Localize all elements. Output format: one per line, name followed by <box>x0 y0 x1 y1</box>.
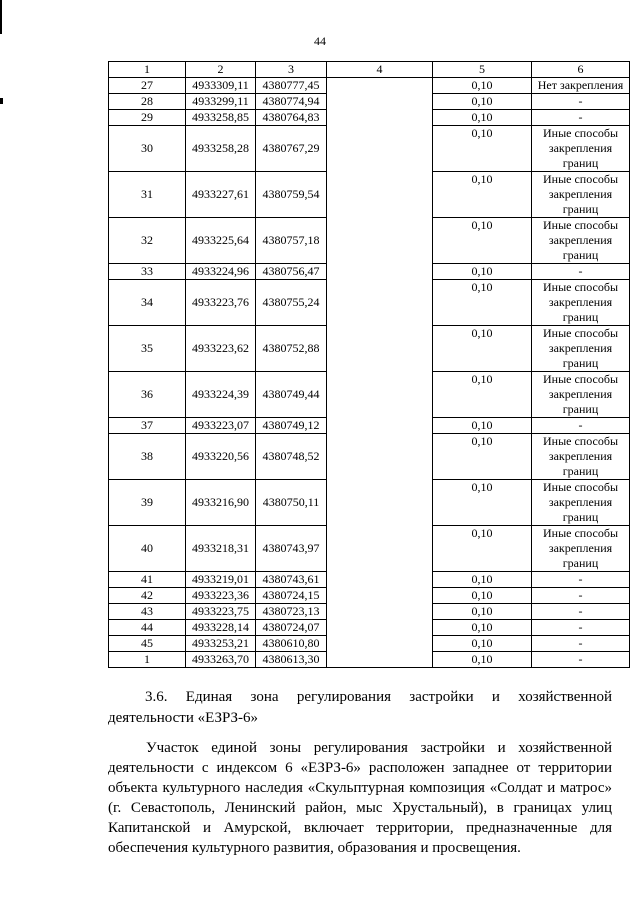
x-coordinate-cell: 4933224,39 <box>186 372 256 418</box>
accuracy-cell: 0,10 <box>433 264 532 280</box>
fixing-method-cell: - <box>532 418 630 434</box>
fixing-method-cell: - <box>532 620 630 636</box>
scan-edge-mark <box>0 98 3 104</box>
x-coordinate-cell: 4933228,14 <box>186 620 256 636</box>
accuracy-cell: 0,10 <box>433 434 532 480</box>
y-coordinate-cell: 4380749,12 <box>256 418 327 434</box>
y-coordinate-cell: 4380750,11 <box>256 480 327 526</box>
point-number-cell: 27 <box>109 78 186 94</box>
y-coordinate-cell: 4380613,30 <box>256 652 327 668</box>
accuracy-cell: 0,10 <box>433 652 532 668</box>
y-coordinate-cell: 4380774,94 <box>256 94 327 110</box>
accuracy-cell: 0,10 <box>433 280 532 326</box>
fixing-method-cell: - <box>532 652 630 668</box>
x-coordinate-cell: 4933218,31 <box>186 526 256 572</box>
accuracy-cell: 0,10 <box>433 572 532 588</box>
point-number-cell: 37 <box>109 418 186 434</box>
table-row <box>109 78 630 94</box>
point-number-cell: 45 <box>109 636 186 652</box>
point-number-cell: 33 <box>109 264 186 280</box>
accuracy-cell: 0,10 <box>433 604 532 620</box>
point-number-cell: 41 <box>109 572 186 588</box>
y-coordinate-cell: 4380755,24 <box>256 280 327 326</box>
fixing-method-cell: Иные способы закрепления границ <box>532 218 630 264</box>
accuracy-cell: 0,10 <box>433 620 532 636</box>
y-coordinate-cell: 4380724,07 <box>256 620 327 636</box>
y-coordinate-cell: 4380759,54 <box>256 172 327 218</box>
x-coordinate-cell: 4933299,11 <box>186 94 256 110</box>
accuracy-cell: 0,10 <box>433 94 532 110</box>
accuracy-cell: 0,10 <box>433 110 532 126</box>
column-header: 1 <box>109 62 186 78</box>
column-header: 5 <box>433 62 532 78</box>
fixing-method-cell: Иные способы закрепления границ <box>532 172 630 218</box>
x-coordinate-cell: 4933263,70 <box>186 652 256 668</box>
x-coordinate-cell: 4933216,90 <box>186 480 256 526</box>
x-coordinate-cell: 4933223,62 <box>186 326 256 372</box>
y-coordinate-cell: 4380743,97 <box>256 526 327 572</box>
y-coordinate-cell: 4380743,61 <box>256 572 327 588</box>
accuracy-cell: 0,10 <box>433 326 532 372</box>
accuracy-cell: 0,10 <box>433 418 532 434</box>
column-header: 2 <box>186 62 256 78</box>
fixing-method-cell: - <box>532 588 630 604</box>
x-coordinate-cell: 4933309,11 <box>186 78 256 94</box>
x-coordinate-cell: 4933223,07 <box>186 418 256 434</box>
section-heading <box>108 687 612 729</box>
empty-column-cell <box>327 78 433 668</box>
fixing-method-cell: Иные способы закрепления границ <box>532 434 630 480</box>
fixing-method-cell: Иные способы закрепления границ <box>532 480 630 526</box>
point-number-cell: 42 <box>109 588 186 604</box>
y-coordinate-cell: 4380764,83 <box>256 110 327 126</box>
y-coordinate-cell: 4380724,15 <box>256 588 327 604</box>
x-coordinate-cell: 4933223,76 <box>186 280 256 326</box>
fixing-method-cell: Иные способы закрепления границ <box>532 526 630 572</box>
fixing-method-cell: - <box>532 94 630 110</box>
fixing-method-cell: - <box>532 110 630 126</box>
accuracy-cell: 0,10 <box>433 78 532 94</box>
point-number-cell: 31 <box>109 172 186 218</box>
point-number-cell: 43 <box>109 604 186 620</box>
point-number-cell: 40 <box>109 526 186 572</box>
page-number: 44 <box>314 34 326 48</box>
x-coordinate-cell: 4933225,64 <box>186 218 256 264</box>
point-number-cell: 34 <box>109 280 186 326</box>
fixing-method-cell: Иные способы закрепления границ <box>532 280 630 326</box>
y-coordinate-cell: 4380748,52 <box>256 434 327 480</box>
fixing-method-cell: Иные способы закрепления границ <box>532 126 630 172</box>
x-coordinate-cell: 4933258,28 <box>186 126 256 172</box>
point-number-cell: 30 <box>109 126 186 172</box>
x-coordinate-cell: 4933224,96 <box>186 264 256 280</box>
fixing-method-cell: Нет закрепления <box>532 78 630 94</box>
point-number-cell: 32 <box>109 218 186 264</box>
scan-edge-mark <box>0 0 2 34</box>
point-number-cell: 29 <box>109 110 186 126</box>
fixing-method-cell: - <box>532 264 630 280</box>
y-coordinate-cell: 4380749,44 <box>256 372 327 418</box>
accuracy-cell: 0,10 <box>433 126 532 172</box>
column-header: 6 <box>532 62 630 78</box>
accuracy-cell: 0,10 <box>433 172 532 218</box>
point-number-cell: 39 <box>109 480 186 526</box>
x-coordinate-cell: 4933227,61 <box>186 172 256 218</box>
point-number-cell: 44 <box>109 620 186 636</box>
fixing-method-cell: Иные способы закрепления границ <box>532 326 630 372</box>
x-coordinate-cell: 4933220,56 <box>186 434 256 480</box>
y-coordinate-cell: 4380757,18 <box>256 218 327 264</box>
x-coordinate-cell: 4933223,75 <box>186 604 256 620</box>
fixing-method-cell: - <box>532 636 630 652</box>
x-coordinate-cell: 4933258,85 <box>186 110 256 126</box>
accuracy-cell: 0,10 <box>433 218 532 264</box>
table-header-row <box>109 62 630 78</box>
y-coordinate-cell: 4380756,47 <box>256 264 327 280</box>
table-body <box>109 78 630 668</box>
column-header: 3 <box>256 62 327 78</box>
x-coordinate-cell: 4933253,21 <box>186 636 256 652</box>
y-coordinate-cell: 4380752,88 <box>256 326 327 372</box>
x-coordinate-cell: 4933219,01 <box>186 572 256 588</box>
y-coordinate-cell: 4380767,29 <box>256 126 327 172</box>
accuracy-cell: 0,10 <box>433 526 532 572</box>
accuracy-cell: 0,10 <box>433 636 532 652</box>
point-number-cell: 1 <box>109 652 186 668</box>
section-paragraph <box>108 738 612 858</box>
fixing-method-cell: - <box>532 572 630 588</box>
x-coordinate-cell: 4933223,36 <box>186 588 256 604</box>
fixing-method-cell: Иные способы закрепления границ <box>532 372 630 418</box>
accuracy-cell: 0,10 <box>433 588 532 604</box>
accuracy-cell: 0,10 <box>433 372 532 418</box>
accuracy-cell: 0,10 <box>433 480 532 526</box>
point-number-cell: 35 <box>109 326 186 372</box>
point-number-cell: 38 <box>109 434 186 480</box>
fixing-method-cell: - <box>532 604 630 620</box>
coordinates-table <box>108 61 630 668</box>
section-heading-line2: деятельности «ЕЗРЗ-6» <box>108 710 259 726</box>
paragraph-text: Участок единой зоны регулирования застройки и хозяйственной деятельности с индексом 6 «ЕЗРЗ-6» расположен западнее от территории объекта культурного наследия «Скульптурная композиция «Солдат и матрос» (г. Севастополь, Ленинский район, мыс Хрустальный), в границах улиц Капитанской и Амурской, включает территории, предназначенные для обеспечения культурного развития, образования и просвещения. <box>108 740 612 856</box>
section-heading-line1: 3.6. Единая зона регулирования застройки и хозяйственной <box>145 689 612 705</box>
point-number-cell: 28 <box>109 94 186 110</box>
y-coordinate-cell: 4380723,13 <box>256 604 327 620</box>
point-number-cell: 36 <box>109 372 186 418</box>
y-coordinate-cell: 4380610,80 <box>256 636 327 652</box>
column-header: 4 <box>327 62 433 78</box>
y-coordinate-cell: 4380777,45 <box>256 78 327 94</box>
